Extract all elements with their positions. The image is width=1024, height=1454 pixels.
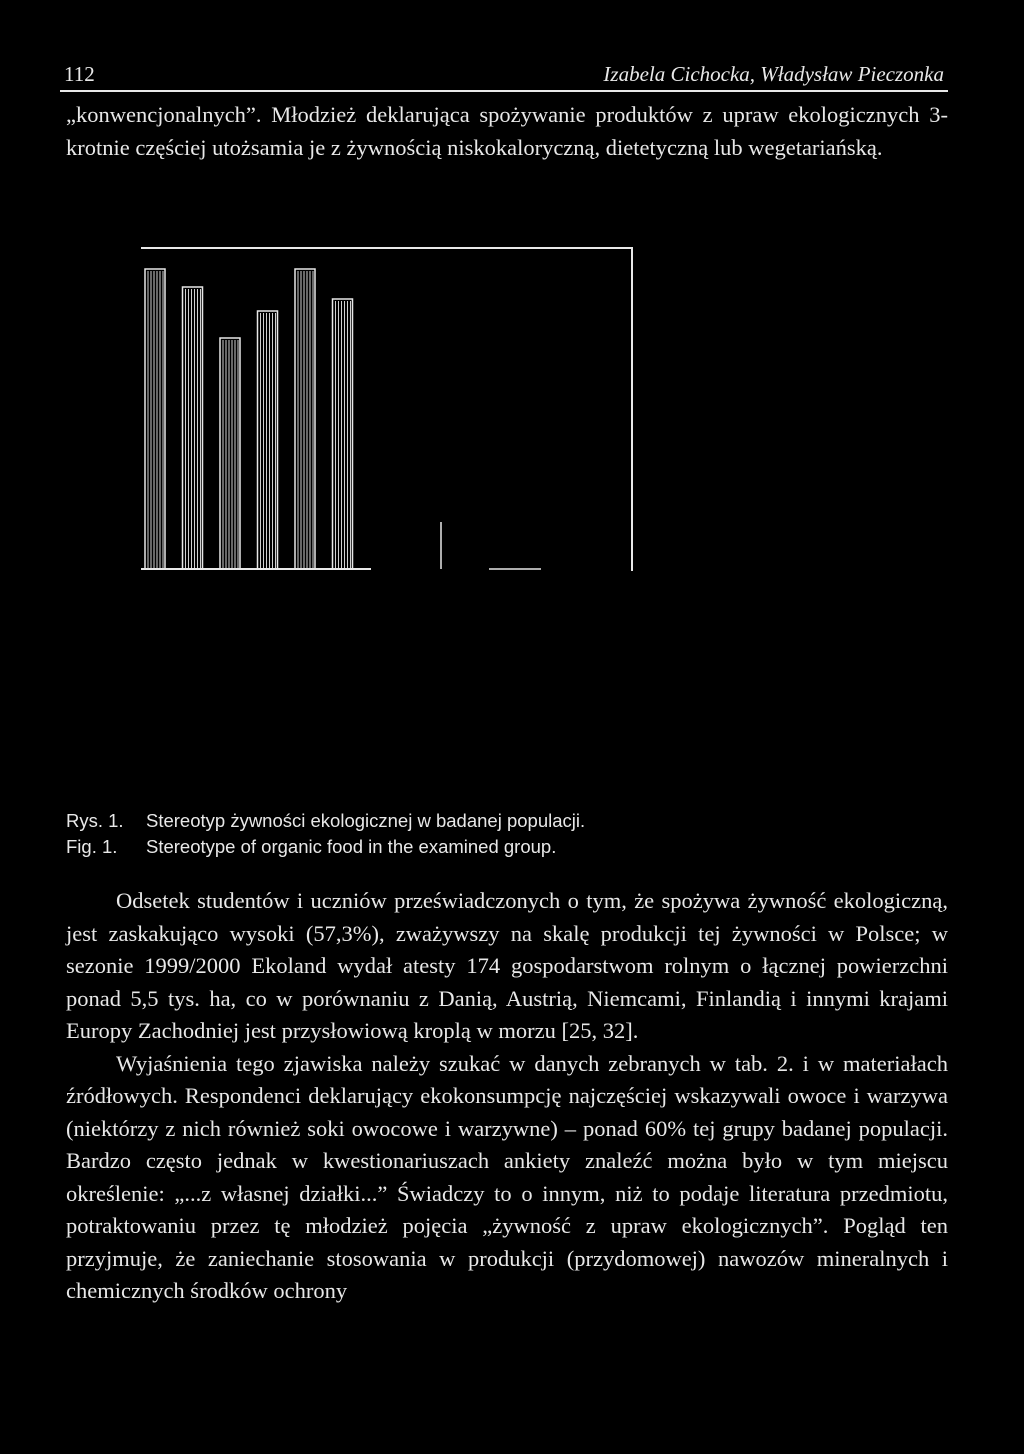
paragraph: Odsetek studentów i uczniów przeświadczonych o tym, że spożywa żywność ekologiczną, jest zaskakująco wysoki (57,3%), zważywszy na skalę produkcji tej żywności w Polsce; w sezonie 1999/2000 Ekoland wydał atesty 174 gospodarstwom rolnym o łącznej powierzchni ponad 5,5 tys. ha, co w porównaniu z Danią, Austrią, Niemcami, Finlandią i innymi krajami Europy Zachodniej jest przysłowiową kroplą w morzu [25, 32].: [66, 888, 948, 1043]
bar: [220, 338, 240, 569]
paragraph-top-text: „konwencjonalnych”. Młodzież deklarująca spożywanie produktów z upraw ekologicznych 3-krotnie częściej utożsamia je z żywnością niskokaloryczną, dietetyczną lub wegetariańską.: [66, 102, 948, 160]
figure-caption-pl-text: Stereotyp żywności ekologicznej w badanej populacji.: [146, 810, 586, 831]
page-number: 112: [64, 62, 95, 86]
figure-caption-en-text: Stereotype of organic food in the examined group.: [146, 836, 557, 857]
figure-caption-pl-label: Rys. 1.: [66, 810, 124, 831]
bar: [295, 269, 315, 569]
bar-chart: [141, 247, 641, 577]
running-header: [60, 60, 948, 92]
body-text: [66, 885, 948, 1308]
paragraph: Wyjaśnienia tego zjawiska należy szukać w danych zebranych w tab. 2. i w materiałach źródłowych. Respondenci deklarujący ekokonsumpcję najczęściej wskazywali owoce i warzywa (niektórzy z nich również soki owocowe i warzywne) – ponad 60% tej grupy badanej populacji. Bardzo często jednak w kwestionariuszach ankiety znaleźć można było w tym miejscu określenie: „...z własnej działki...” Świadczy to o innym, niż to podaje literatura przedmiotu, potraktowaniu przez tę młodzież pojęcia „żywność z upraw ekologicznych”. Pogląd ten przyjmuje, że zaniechanie stosowania w produkcji (przydomowej) nawozów mineralnych i chemicznych środków ochrony: [66, 1050, 948, 1303]
running-header-authors: Izabela Cichocka, Władysław Pieczonka: [603, 62, 944, 86]
paragraph-top: [66, 99, 948, 164]
figure-caption-en-label: Fig. 1.: [66, 836, 118, 857]
figure-caption-en: [66, 836, 556, 858]
bar: [258, 311, 278, 569]
bar: [183, 287, 203, 569]
figure-caption-pl: [66, 810, 585, 832]
bar: [145, 269, 165, 569]
bar: [333, 299, 353, 569]
